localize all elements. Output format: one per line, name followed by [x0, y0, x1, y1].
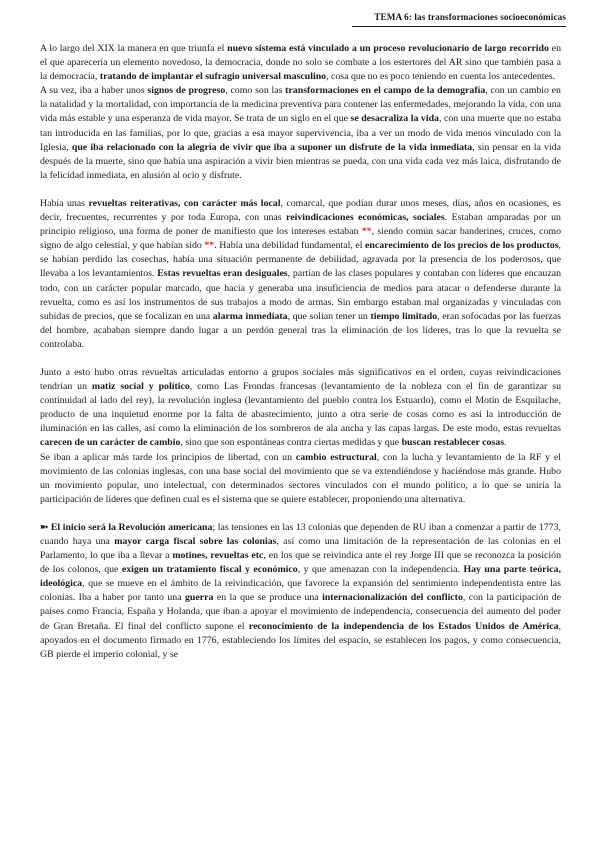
paragraph-2: A su vez, iba a haber unos signos de progreso, como son las transformaciones en el campo de la demografía, con un cambio en la natalidad y la mortalidad, con importancia de la medicina preventiva para contener las enfermedades, mejorando la vida, con una vida más estable y una esperanza de vida mayor. Se trata de un siglo en el que se desacraliza la vida, con una muerte que no estaba tan introducida en las familias, por lo que, gracias a esa mayor supervivencia, iba a ver un modo de vida menos vinculado con la Iglesia, que iba relacionado con la alegría de vivir que iba a suponer un disfrute de la vida inmediata, sin pensar en la vida después de la muerte, sino que había una aspiración a vivir bien mientras se pueda, con una vida cada vez más laica, disfrutando de la felicidad inmediata, en alusión al ocio y disfrute.: [40, 85, 561, 181]
paragraph-3: Había unas revueltas reiterativas, con carácter más local, comarcal, que podían durar unos meses, días, años en ocasiones, es decir, frecuentes, recurrentes y por toda Europa, con unas reivindicaciones económicas, sociales. Estaban amparadas por un principio religioso, una forma de poner de manifiesto que los intereses estaban **, siendo común sacar banderines, cruces, como signo de algo celestial, y que habían sido **. Había una debilidad fundamental, el encarecimiento de los precios de los productos, se habían perdido las cosechas, había una situación permanente de debilidad, agravada por la presencia de los poderosos, que llevaba a los levantamientos. Estas revueltas eran desiguales, partían de las clases populares y contaban con líderes que encauzan todo, con un carácter popular marcado, que hacía y generaba una insuficiencia de medios para atacar o defenderse durante la revuelta, como es así los instrumentos de sus trabajos a modo de armas. Sin embargo estaban mal organizadas y vinculadas con subidas de precios, que se focalizan en una alarma inmediata, que solían tener un tiempo limitado, eran sofocadas por las fuerzas del hombre, acababan siempre dando lugar a un perdón general tras la eliminación de los líderes, tras lo que la revuelta se controlaba.: [40, 197, 562, 350]
paragraph-gap: [40, 183, 561, 197]
paragraph-gap: [40, 507, 561, 521]
page-header-title: TEMA 6: las transformaciones socioeconómicas: [374, 12, 566, 22]
paragraph-6: ➼ El inicio será la Revolución americana; las tensiones en las 13 colonias que dependen de RU iban a comenzar a partir de 1773, cuando haya una mayor carga fiscal sobre las colonias, así como una limitación de la representación de las colonias en el Parlamento, lo que iba a llevar a motines, revueltas etc, en los que se reivindica ante el rey Jorge III que se reconozca la posición de los colonos, que exigen un tratamiento fiscal y económico, y que amenazan con la independencia. Hay una parte teórica, ideológica, que se mueve en el ámbito de la reivindicación, que favorece la expansión del sentimiento independentista entre las colonias. Iba a haber por tanto una guerra en la que se produce una internacionalización del conflicto, con la participación de países como Francia, España y Holanda, que iban a apoyar el movimiento de independencia, consecuencia del aumento del poder de Gran Bretaña. El final del conflicto supone el reconocimiento de la independencia de los Estados Unidos de América, apoyados en el documento firmado en 1776, estableciendo los límites del espacio, se establecen los pagos, y como consecuencia, GB pierde el imperio colonial, y se: [40, 521, 562, 660]
paragraph-4: Junto a esto hubo otras revueltas articuladas entorno a grupos sociales más significativos en el orden, cuyas reivindicaciones tendrían un matiz social y político, como Las Frondas francesas (levantamiento de la nobleza con el fin de garantizar su continuidad al lado del rey), la revolución inglesa (levantamiento del pueblo contra los Estuardo), como el Motín de Esquilache, producto de una inquietud enorme por la falta de abastecimiento, junto a otra serie de cosas como es así la introducción de iluminación en las calles, así como la eliminación de los sombreros de ala ancha y las capas largas. De este modo, estas revueltas carecen de un carácter de cambio, sino que son espontáneas contra ciertas medidas y que buscan restablecer cosas.: [40, 366, 561, 449]
red-asterisks: **: [204, 240, 215, 252]
paragraph-gap: [40, 352, 561, 366]
paragraph-1: A lo largo del XIX la manera en que triunfa el nuevo sistema está vinculado a un proceso revolucionario de largo recorrido en el que aparecería un elemento novedoso, la democracia, donde no solo se combate a los estertores del AR sino que también pasa a la democracia, tratando de implantar el sufragio universal masculino, cosa que no es poco teniendo en cuenta los antecedentes.: [40, 43, 562, 83]
red-asterisks: **: [361, 226, 372, 238]
document-body: [40, 42, 561, 662]
arrow-bullet-icon: ➼: [40, 521, 49, 533]
paragraph-5: Se iban a aplicar más tarde los principios de libertad, con un cambio estructural, con la lucha y levantamiento de la RF y el movimiento de las colonias inglesas, con una base social del movimiento que se va extendiéndose y haciéndose más grande. Hubo un movimiento popular, uno intelectual, con determinados sectores vinculados con el mundo político, a lo que se uniría la participación de líderes que definen cual es el sistema que se quiere establecer, proponiendo una alternativa.: [40, 451, 561, 505]
header-underline: [352, 26, 566, 27]
